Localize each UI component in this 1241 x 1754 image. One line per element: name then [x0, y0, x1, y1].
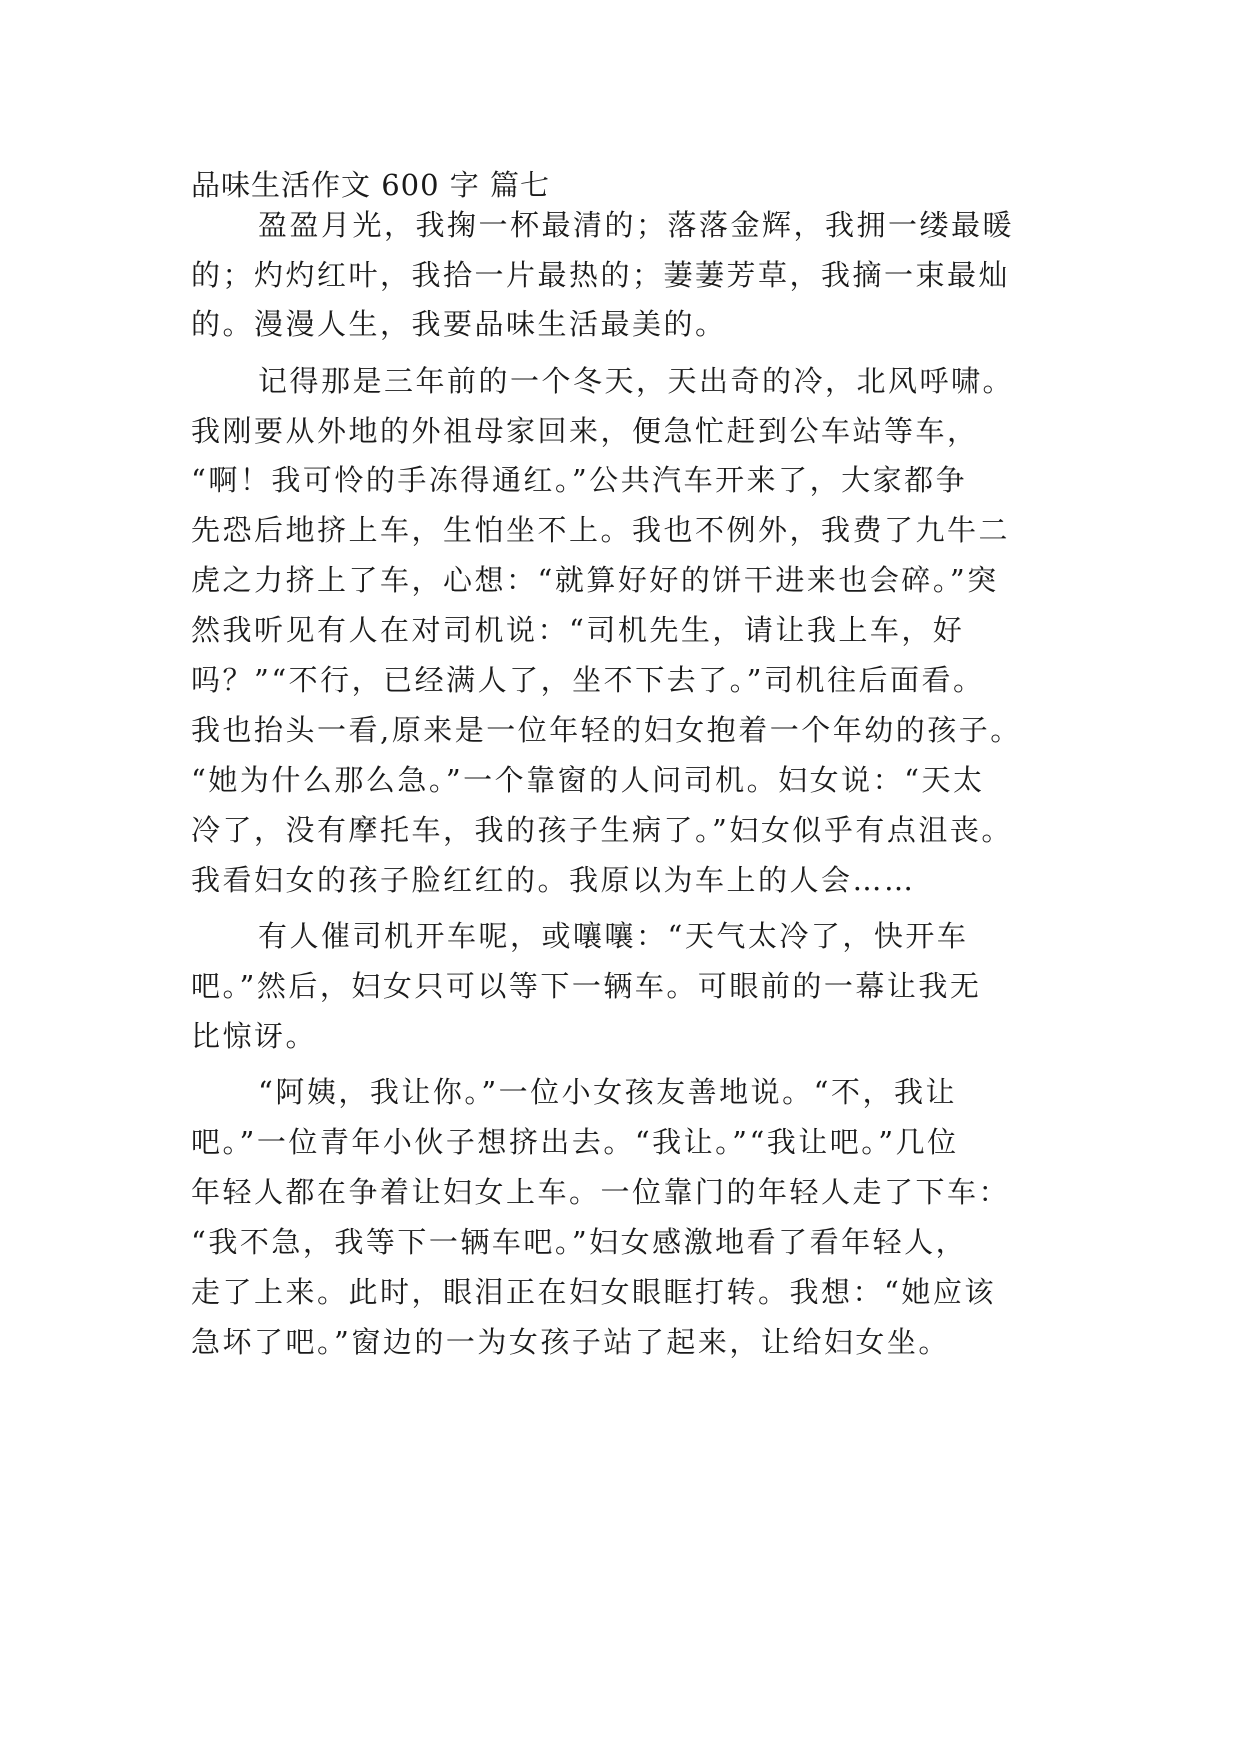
paragraph-2-line-4: 先恐后地挤上车，生怕坐不上。我也不例外，我费了九牛二: [191, 513, 1011, 547]
paragraph-4-line-3: 年轻人都在争着让妇女上车。一位靠门的年轻人走了下车：: [191, 1175, 1011, 1209]
paragraph-2-line-3: “啊！我可怜的手冻得通红。”公共汽车开来了，大家都争: [191, 463, 968, 497]
paragraph-3-line-3: 比惊讶。: [191, 1019, 318, 1053]
paragraph-2-line-1: 记得那是三年前的一个冬天，天出奇的冷，北风呼啸。: [258, 364, 1015, 398]
paragraph-2-line-6: 然我听见有人在对司机说：“司机先生，请让我上车，好: [191, 613, 965, 647]
paragraph-3-line-2: 吧。”然后，妇女只可以等下一辆车。可眼前的一幕让我无: [191, 969, 982, 1003]
paragraph-4-line-2: 吧。”一位青年小伙子想挤出去。“我让。”“我让吧。”几位: [191, 1125, 959, 1159]
essay-title: 品味生活作文 600 字 篇七: [191, 168, 551, 202]
paragraph-2-line-8: 我也抬头一看,原来是一位年轻的妇女抱着一个年幼的孩子。: [191, 713, 1022, 747]
paragraph-4-line-6: 急坏了吧。”窗边的一为女孩子站了起来，让给妇女坐。: [191, 1325, 950, 1359]
paragraph-4-line-5: 走了上来。此时，眼泪正在妇女眼眶打转。我想：“她应该: [191, 1275, 996, 1309]
paragraph-1-line-1: 盈盈月光，我掬一杯最清的；落落金辉，我拥一缕最暖: [258, 208, 1015, 242]
paragraph-1-line-3: 的。漫漫人生，我要品味生活最美的。: [191, 307, 727, 341]
paragraph-3-line-1: 有人催司机开车呢，或嚷嚷：“天气太冷了，快开车: [258, 919, 969, 953]
paragraph-2-line-5: 虎之力挤上了车，心想：“就算好好的饼干进来也会碎。”突: [191, 563, 999, 597]
paragraph-4-line-1: “阿姨，我让你。”一位小女孩友善地说。“不，我让: [258, 1075, 957, 1109]
paragraph-2-line-9: “她为什么那么急。”一个靠窗的人问司机。妇女说：“天太: [191, 763, 985, 797]
paragraph-4-line-4: “我不急，我等下一辆车吧。”妇女感激地看了看年轻人，: [191, 1225, 968, 1259]
paragraph-2-line-7: 吗？”“不行，已经满人了，坐不下去了。”司机往后面看。: [191, 663, 985, 697]
paragraph-2-line-11: 我看妇女的孩子脸红红的。我原以为车上的人会……: [191, 863, 916, 897]
paragraph-2-line-2: 我刚要从外地的外祖母家回来，便急忙赶到公车站等车，: [191, 414, 979, 448]
paragraph-1-line-2: 的；灼灼红叶，我拾一片最热的；萋萋芳草，我摘一束最灿: [191, 258, 1011, 292]
paragraph-2-line-10: 冷了，没有摩托车，我的孩子生病了。”妇女似乎有点沮丧。: [191, 813, 1013, 847]
